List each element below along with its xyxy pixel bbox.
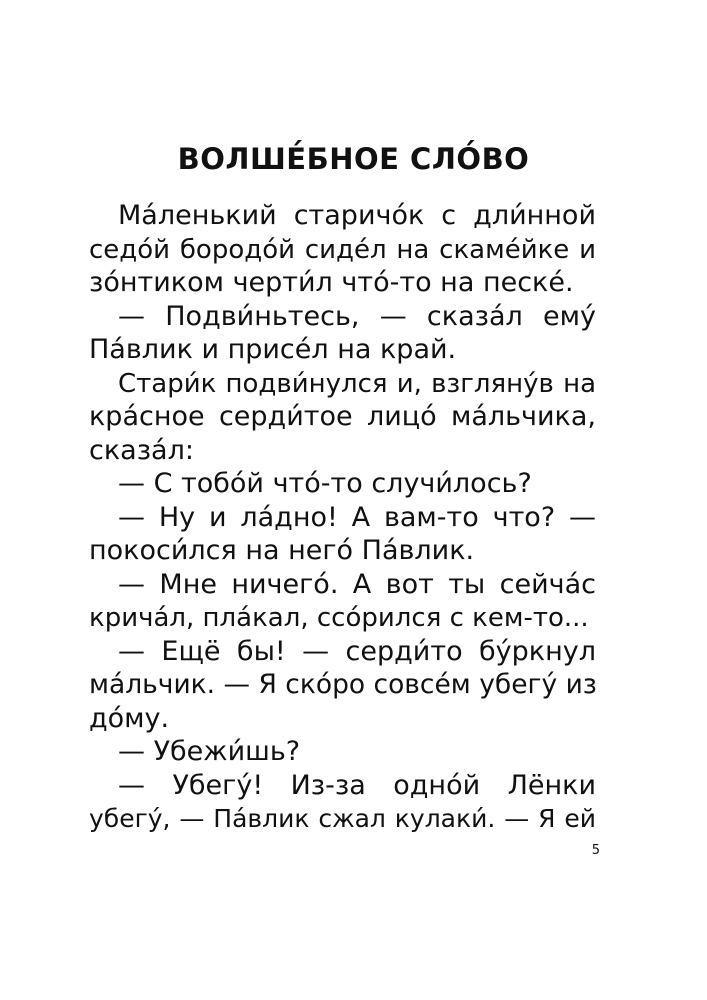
text-line: покоси́лся на него́ Па́влик. — [89, 535, 475, 566]
page-number: 5 — [591, 843, 600, 858]
text-line: до́му. — [89, 702, 170, 734]
chapter-title: ВОЛШЕ́БНОЕ СЛО́ВО — [177, 142, 530, 176]
text-line: седо́й бородо́й сиде́л на скаме́йке и — [89, 234, 596, 265]
text-line: Па́влик и присе́л на край. — [89, 334, 457, 365]
text-line: — Ну и ла́дно! А вам-то что? — — [118, 501, 596, 533]
text-line: ма́льчик. — Я ско́ро совсе́м убегу́ из — [89, 669, 597, 700]
text-line: убегу́, — Па́влик сжал кулаки́. — Я ей — [89, 804, 596, 833]
text-line: Стари́к подви́нулся и, взгляну́в на — [118, 368, 596, 399]
text-line: зо́нтиком черти́л что́-то на песке́. — [89, 267, 574, 298]
text-line: Ма́ленький старичо́к с дли́нной — [118, 200, 596, 231]
text-line: — Мне ничего́. А вот ты сейча́с — [118, 568, 596, 600]
text-line: — Убежи́шь? — [118, 736, 301, 767]
text-line: крича́л, пла́кал, ссо́рился с кем-то... — [89, 603, 589, 633]
text-line: — С тобо́й что́-то случи́лось? — [118, 468, 532, 499]
text-line: — Ещё бы! — серди́то бу́ркнул — [118, 635, 596, 667]
text-line: кра́сное серди́тое лицо́ ма́льчика, — [89, 401, 596, 432]
text-line: — Убегу́! Из-за одно́й Лёнки — [118, 769, 596, 801]
text-line: — Подви́ньтесь, — сказа́л ему́ — [118, 300, 596, 332]
text-line: сказа́л: — [89, 434, 194, 466]
